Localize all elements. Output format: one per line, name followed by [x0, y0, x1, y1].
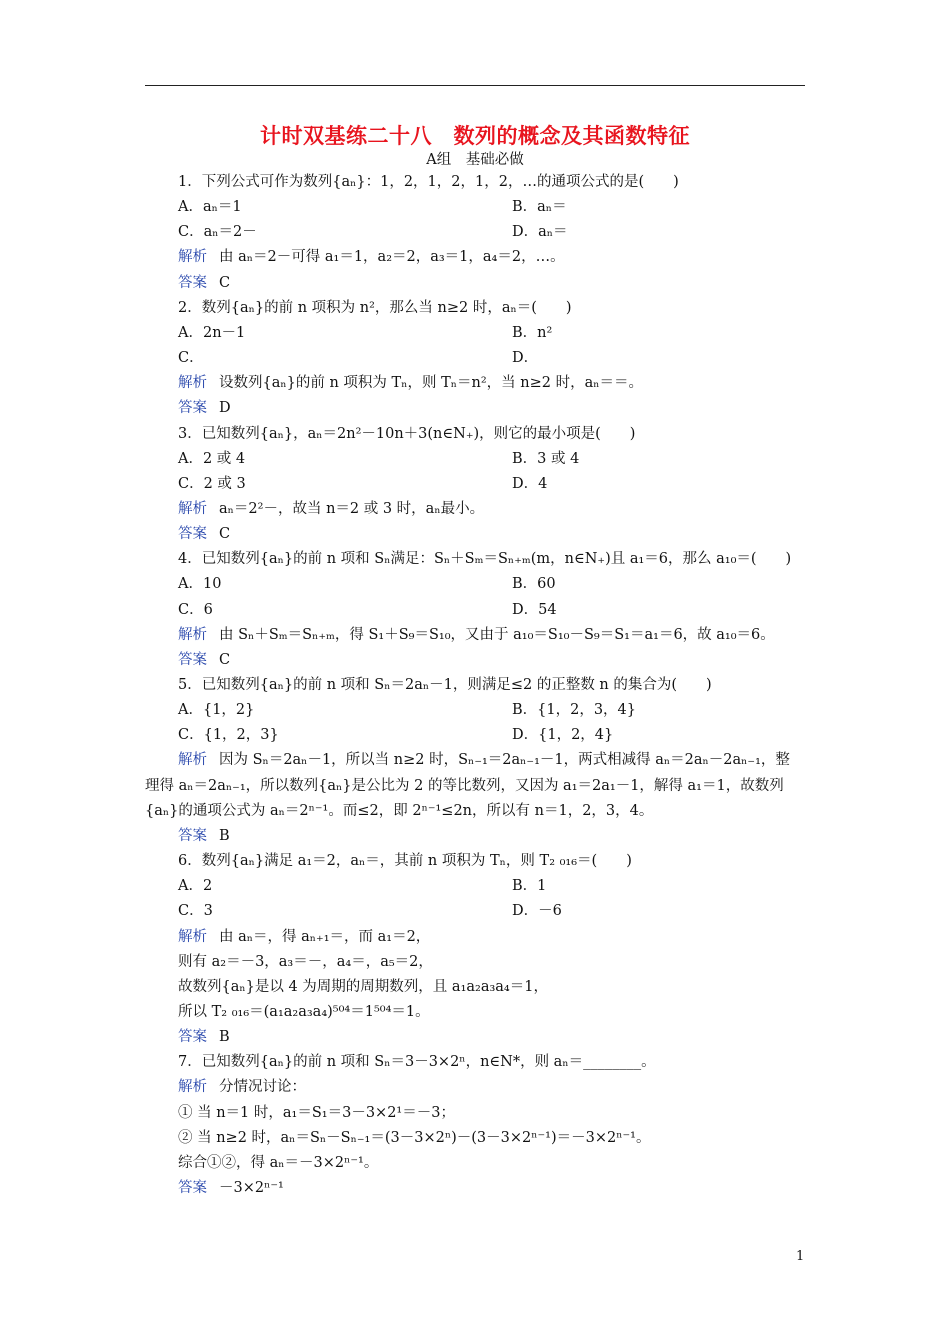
question-line: 4．已知数列{aₙ}的前 n 项和 Sₙ满足：Sₙ＋Sₘ＝Sₙ₊ₘ(m，n∈N₊)且 a₁＝6，那么 a₁₀＝( )	[178, 551, 792, 567]
option-left: C．3	[178, 903, 213, 919]
analysis-line	[178, 1078, 306, 1096]
option-right: D．	[512, 350, 539, 366]
option-left: A．aₙ＝1	[178, 199, 242, 215]
option-right: B．{1，2，3，4}	[512, 702, 637, 718]
question-line: 6．数列{aₙ}满足 a₁＝2，aₙ＝，其前 n 项积为 Tₙ，则 T₂ ₀₁₆＝( )	[178, 853, 632, 869]
option-right: B．60	[512, 576, 556, 592]
option-right: D．{1，2，4}	[512, 727, 614, 743]
analysis-label: 解析	[178, 1079, 207, 1095]
analysis-label: 解析	[178, 249, 207, 265]
line-text: 由 aₙ＝2－可得 a₁＝1，a₂＝2，a₃＝1，a₄＝2，…。	[219, 249, 565, 265]
analysis-line	[178, 928, 430, 946]
question-line: 所以 T₂ ₀₁₆＝(a₁a₂a₃a₄)⁵⁰⁴＝1⁵⁰⁴＝1。	[178, 1004, 430, 1020]
option-right: B．3 或 4	[512, 451, 580, 467]
answer-line	[178, 1028, 230, 1046]
question-line: 7．已知数列{aₙ}的前 n 项和 Sₙ＝3－3×2ⁿ，n∈N*，则 aₙ＝________。	[178, 1054, 656, 1070]
line-text: C	[219, 275, 231, 291]
option-left: C．{1，2，3}	[178, 727, 279, 743]
question-line: 3．已知数列{aₙ}，aₙ＝2n²－10n＋3(n∈N₊)，则它的最小项是( )	[178, 426, 636, 442]
line-text: 设数列{aₙ}的前 n 项积为 Tₙ，则 Tₙ＝n²，当 n≥2 时，aₙ＝＝。	[219, 375, 644, 391]
analysis-label: 解析	[178, 375, 207, 391]
answer-line	[178, 525, 230, 543]
option-right: B．aₙ＝	[512, 199, 567, 215]
option-left: C．6	[178, 602, 213, 618]
option-left: A．2 或 4	[178, 451, 246, 467]
analysis-label: 解析	[178, 627, 207, 643]
option-left: C．aₙ＝2－	[178, 224, 257, 240]
line-text: 因为 Sₙ＝2aₙ－1，所以当 n≥2 时，Sₙ₋₁＝2aₙ₋₁－1，两式相减得 aₙ＝2aₙ－2aₙ₋₁，整	[219, 752, 790, 768]
analysis-line	[178, 374, 643, 392]
question-line: ② 当 n≥2 时，aₙ＝Sₙ－Sₙ₋₁＝(3－3×2ⁿ)－(3－3×2ⁿ⁻¹)＝－3×2ⁿ⁻¹。	[178, 1130, 651, 1146]
question-line: 1．下列公式可作为数列{aₙ}：1，2，1，2，1，2，…的通项公式的是( )	[178, 174, 679, 190]
line-text: －3×2ⁿ⁻¹	[219, 1180, 284, 1196]
analysis-label: 解析	[178, 752, 207, 768]
option-left: A．10	[178, 576, 222, 592]
option-right: D．－6	[512, 903, 562, 919]
question-line: 综合①②，得 aₙ＝－3×2ⁿ⁻¹。	[178, 1155, 379, 1171]
option-right: D．4	[512, 476, 548, 492]
option-right: B．1	[512, 878, 547, 894]
analysis-label: 解析	[178, 929, 207, 945]
page-number: 1	[796, 1249, 805, 1264]
line-text: B	[219, 1029, 230, 1045]
option-left: A．2n－1	[178, 325, 246, 341]
answer-label: 答案	[178, 1180, 207, 1196]
line-text: 由 Sₙ＋Sₘ＝Sₙ₊ₘ，得 S₁＋S₉＝S₁₀，又由于 a₁₀＝S₁₀－S₉＝S₁＝a₁＝6，故 a₁₀＝6。	[219, 627, 775, 643]
line-text: D	[219, 400, 231, 416]
answer-line	[178, 1179, 284, 1197]
line-text: C	[219, 526, 231, 542]
option-left: C．2 或 3	[178, 476, 246, 492]
option-left: C．	[178, 350, 204, 366]
section-subtitle: A组 基础必做	[426, 152, 524, 168]
question-line: 故数列{aₙ}是以 4 为周期的周期数列，且 a₁a₂a₃a₄＝1，	[178, 979, 548, 995]
continuation-line: {aₙ}的通项公式为 aₙ＝2ⁿ⁻¹。而≤2，即 2ⁿ⁻¹≤2n，所以有 n＝1，2，3，4。	[145, 803, 654, 819]
answer-label: 答案	[178, 828, 207, 844]
answer-label: 答案	[178, 275, 207, 291]
question-line: 则有 a₂＝－3，a₃＝－，a₄＝，a₅＝2，	[178, 954, 433, 970]
option-right: D．54	[512, 602, 557, 618]
analysis-line	[178, 751, 790, 769]
analysis-label: 解析	[178, 501, 207, 517]
continuation-line: 理得 aₙ＝2aₙ₋₁，所以数列{aₙ}是公比为 2 的等比数列，又因为 a₁＝2a₁－1，解得 a₁＝1，故数列	[145, 778, 784, 794]
answer-line	[178, 827, 230, 845]
question-line: 5．已知数列{aₙ}的前 n 项和 Sₙ＝2aₙ－1，则满足≤2 的正整数 n 的集合为( )	[178, 677, 712, 693]
page-title: 计时双基练二十八 数列的概念及其函数特征	[260, 123, 690, 148]
question-line: ① 当 n＝1 时，a₁＝S₁＝3－3×2¹＝－3；	[178, 1105, 455, 1121]
option-left: A．2	[178, 878, 213, 894]
line-text: aₙ＝2²－，故当 n＝2 或 3 时，aₙ最小。	[219, 501, 485, 517]
line-text: C	[219, 652, 231, 668]
option-right: B．n²	[512, 325, 553, 341]
answer-line	[178, 651, 230, 669]
option-left: A．{1，2}	[178, 702, 255, 718]
answer-label: 答案	[178, 1029, 207, 1045]
option-right: D．aₙ＝	[512, 224, 568, 240]
analysis-line	[178, 500, 484, 518]
line-text: 由 aₙ＝，得 aₙ₊₁＝，而 a₁＝2，	[219, 929, 431, 945]
question-line: 2．数列{aₙ}的前 n 项积为 n²，那么当 n≥2 时，aₙ＝( )	[178, 300, 572, 316]
answer-label: 答案	[178, 526, 207, 542]
answer-line	[178, 399, 231, 417]
answer-label: 答案	[178, 652, 207, 668]
answer-line	[178, 274, 230, 292]
answer-label: 答案	[178, 400, 207, 416]
analysis-line	[178, 626, 775, 644]
line-text: 分情况讨论：	[219, 1079, 306, 1095]
analysis-line	[178, 248, 565, 266]
line-text: B	[219, 828, 230, 844]
header-rule	[145, 85, 805, 86]
